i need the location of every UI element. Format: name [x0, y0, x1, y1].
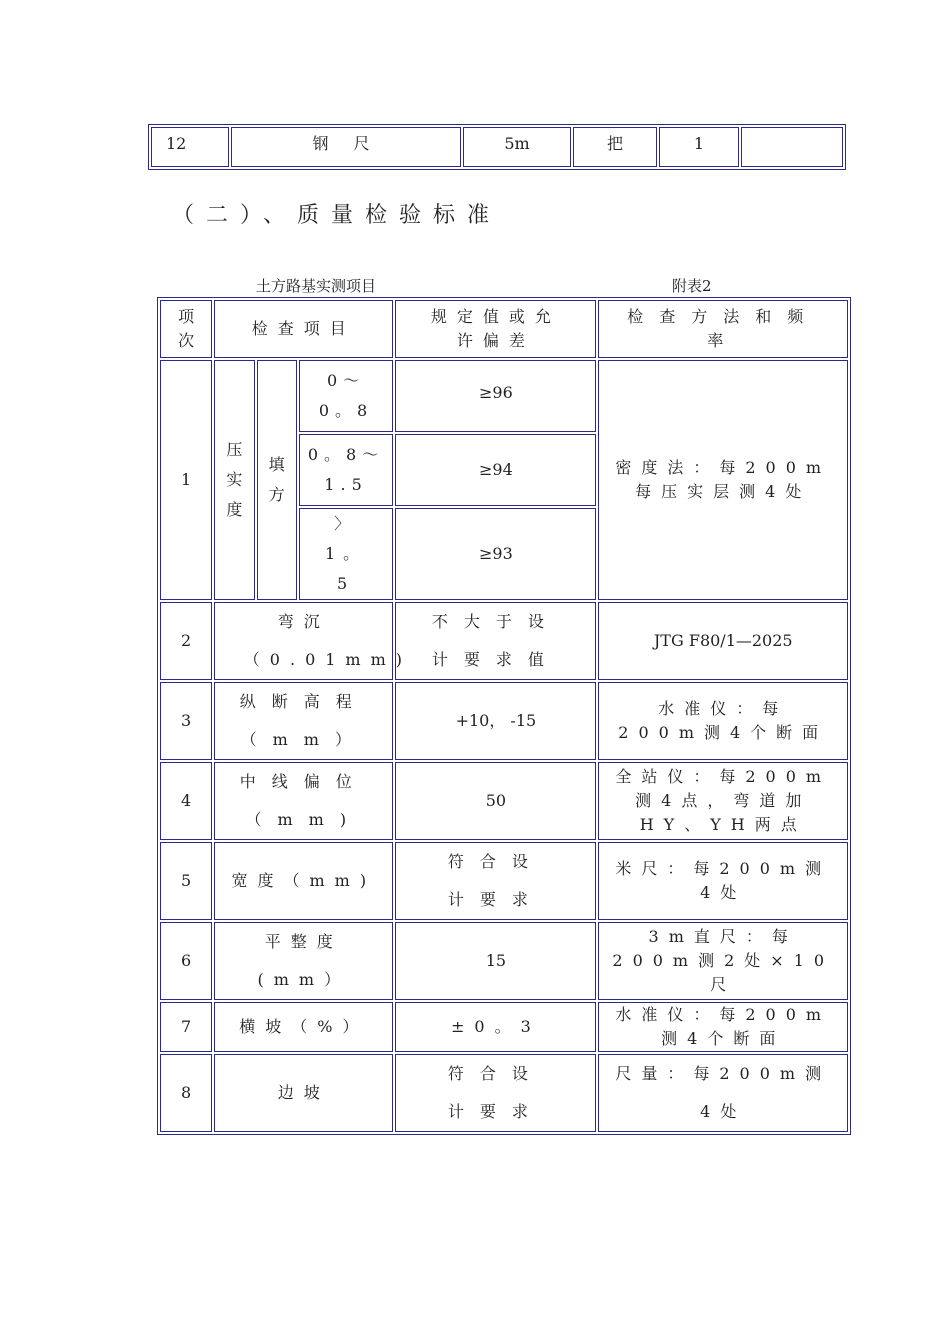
tolerance-value: 50: [395, 762, 596, 840]
table-row: [160, 360, 848, 432]
table-caption: 土方路基实测项目: [256, 277, 377, 295]
table-row: [160, 842, 848, 920]
compaction-value: ≥96: [395, 360, 596, 432]
equipment-spec: 5m: [463, 127, 571, 167]
table-row: [151, 127, 843, 167]
header-method: 检查方法和频率: [598, 300, 848, 358]
table-row: [160, 922, 848, 1000]
method-cell: 3m直尺：每200m测2处×10尺: [598, 922, 848, 1000]
appendix-label: 附表2: [672, 277, 712, 295]
table-row: [160, 762, 848, 840]
check-item: 弯沉（0.01mm): [214, 602, 393, 680]
method-cell: 尺量：每200m测4处: [598, 1054, 848, 1132]
row-number: 7: [160, 1002, 212, 1052]
row-number: 5: [160, 842, 212, 920]
method-cell: 水准仪：每200m测4个断面: [598, 1002, 848, 1052]
tolerance-value: +10， -15: [395, 682, 596, 760]
table-row: [160, 1054, 848, 1132]
inspection-table: [157, 297, 851, 1135]
row-number: 1: [160, 360, 212, 600]
equipment-name: 钢 尺: [231, 127, 461, 167]
tolerance-value: ±0。3: [395, 1002, 596, 1052]
method-cell: 水准仪：每200m测4个断面: [598, 682, 848, 760]
check-item: 边坡: [214, 1054, 393, 1132]
header-check-item: 检查项目: [214, 300, 393, 358]
check-item: 平整度(mm）: [214, 922, 393, 1000]
check-item: 横坡（%）: [214, 1002, 393, 1052]
check-item: 宽度（mm): [214, 842, 393, 920]
fill-label: 填方: [257, 360, 297, 600]
item-number: 12: [151, 127, 229, 167]
row-number: 6: [160, 922, 212, 1000]
compaction-value: ≥93: [395, 508, 596, 600]
header-item-number: 项次: [160, 300, 212, 358]
equipment-quantity: 1: [659, 127, 739, 167]
header-tolerance: 规定值或允许偏差: [395, 300, 596, 358]
method-cell: 全站仪：每200m测4点，弯道加HY、YH两点: [598, 762, 848, 840]
tolerance-value: 不大于设计要求值: [395, 602, 596, 680]
equipment-table: [148, 124, 846, 170]
row-number: 4: [160, 762, 212, 840]
table-row: [160, 682, 848, 760]
tolerance-value: 15: [395, 922, 596, 1000]
depth-range: 0。8～1.5: [299, 434, 394, 506]
depth-range: 0～0。8: [299, 360, 394, 432]
table-row: [160, 1002, 848, 1052]
row-number: 8: [160, 1054, 212, 1132]
depth-range: 〉1。5: [299, 508, 394, 600]
method-cell: JTG F80/1—2025: [598, 602, 848, 680]
table-row: [160, 602, 848, 680]
method-cell: 米尺：每200m测4处: [598, 842, 848, 920]
section-title: （二）、质量检验标准: [172, 203, 502, 228]
row-number: 2: [160, 602, 212, 680]
compaction-value: ≥94: [395, 434, 596, 506]
equipment-note: [741, 127, 843, 167]
tolerance-value: 符合设计要求: [395, 1054, 596, 1132]
row-number: 3: [160, 682, 212, 760]
check-item: 中线偏位（mm): [214, 762, 393, 840]
tolerance-value: 符合设计要求: [395, 842, 596, 920]
method-cell: 密度法：每200m每压实层测4处: [598, 360, 848, 600]
compaction-label: 压实度: [214, 360, 254, 600]
equipment-unit: 把: [573, 127, 657, 167]
header-row: [160, 300, 848, 358]
check-item: 纵断高程（mm）: [214, 682, 393, 760]
